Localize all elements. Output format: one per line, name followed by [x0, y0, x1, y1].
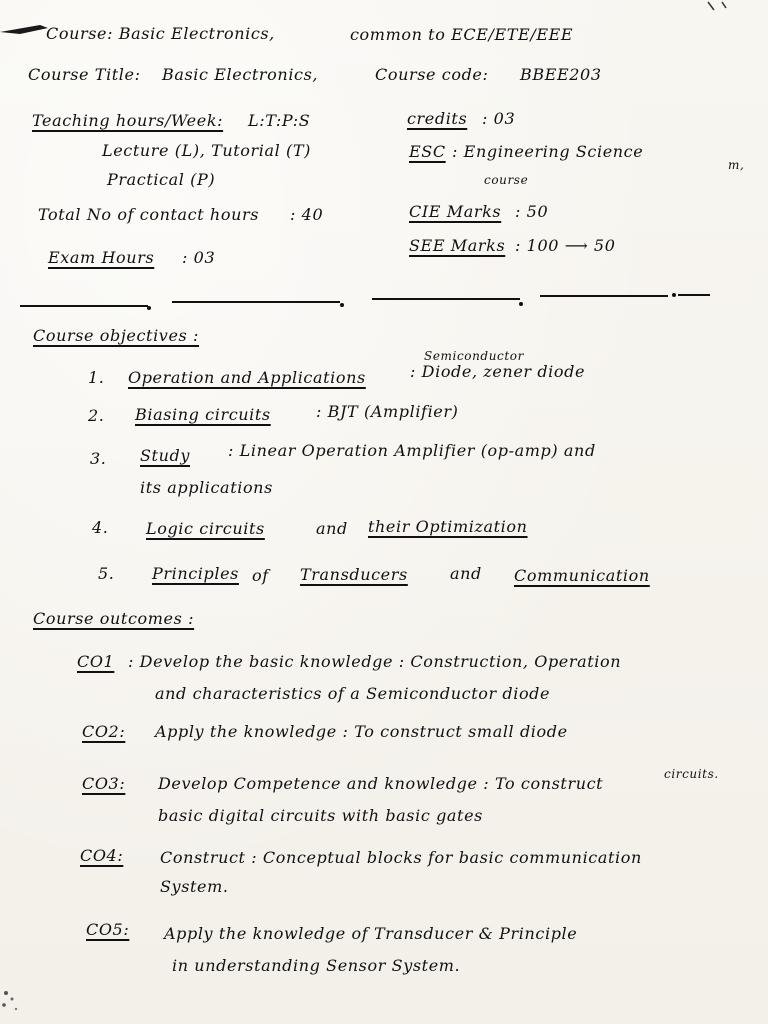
outcome-text: Construct : Conceptual blocks for basic communication: [160, 848, 642, 867]
ltps-value: L:T:P:S: [248, 111, 311, 130]
credits-value: : 03: [482, 109, 516, 128]
divider-dot: [340, 303, 344, 307]
divider-segment: [678, 294, 710, 296]
outcome-text: Develop Competence and knowledge : To construct: [158, 774, 604, 793]
side-mark: m,: [728, 158, 745, 172]
divider-segment: [20, 305, 148, 307]
objectives-heading: Course objectives :: [33, 326, 200, 345]
esc-course-note: course: [484, 173, 529, 187]
cie-marks-value: : 50: [515, 202, 549, 221]
outcome-text-continued: circuits.: [664, 767, 719, 781]
exam-hours-label: Exam Hours: [48, 248, 155, 267]
cie-marks-label: CIE Marks: [409, 202, 502, 221]
outcome-text-continued: System.: [160, 877, 229, 896]
total-contact-label: Total No of contact hours: [38, 205, 260, 224]
objective-topic: Communication: [514, 566, 650, 585]
corner-tick-mark: [706, 0, 728, 14]
divider-segment: [172, 301, 340, 303]
objective-detail: : Linear Operation Amplifier (op-amp) and: [228, 441, 596, 460]
outcome-text-continued: and characteristics of a Semiconductor diode: [155, 684, 551, 703]
outcome-text: Apply the knowledge : To construct small diode: [155, 722, 568, 741]
objective-topic: Biasing circuits: [135, 405, 271, 424]
teaching-hours-label: Teaching hours/Week:: [32, 111, 224, 130]
objective-topic: Logic circuits: [146, 519, 265, 538]
practical-note: Practical (P): [107, 170, 216, 189]
objective-detail-continued: its applications: [140, 478, 273, 497]
outcome-text-continued: basic digital circuits with basic gates: [158, 806, 483, 825]
objective-detail: : BJT (Amplifier): [316, 402, 459, 421]
see-marks-value: : 100 ⟶ 50: [515, 236, 616, 255]
objective-detail: : Diode, zener diode: [410, 362, 586, 381]
outcome-code: CO1: [77, 652, 115, 671]
objective-number: 1.: [88, 368, 105, 387]
divider-dot: [147, 306, 151, 310]
esc-value: : Engineering Science: [452, 142, 644, 161]
objective-topic: their Optimization: [368, 517, 528, 536]
outcomes-heading: Course outcomes :: [33, 609, 195, 628]
objective-number: 4.: [92, 518, 109, 537]
outcome-text: Apply the knowledge of Transducer & Principle: [164, 924, 578, 943]
pen-scribble-mark: [0, 22, 50, 36]
objective-number: 2.: [88, 406, 105, 425]
objective-number: 5.: [98, 564, 115, 583]
course-code-value: BBEE203: [520, 65, 602, 84]
ink-smudge: [0, 985, 24, 1015]
credits-label: credits: [407, 109, 468, 128]
outcome-code: CO4:: [80, 846, 124, 865]
outcome-code: CO2:: [82, 722, 126, 741]
outcome-code: CO3:: [82, 774, 126, 793]
objective-topic: Transducers: [300, 565, 408, 584]
objective-detail: and: [316, 519, 348, 538]
objective-topic: Study: [140, 446, 190, 465]
divider-dot: [672, 293, 676, 297]
objective-topic: Operation and Applications: [128, 368, 366, 387]
objective-detail: and: [450, 564, 482, 583]
outcome-text-continued: in understanding Sensor System.: [172, 956, 461, 975]
semiconductor-note: Semiconductor: [424, 349, 524, 363]
lecture-tutorial-note: Lecture (L), Tutorial (T): [102, 141, 311, 160]
outcome-code: CO5:: [86, 920, 130, 939]
esc-label: ESC: [409, 142, 446, 161]
divider-segment: [540, 295, 668, 297]
course-code-label: Course code:: [375, 65, 489, 84]
objective-number: 3.: [90, 449, 107, 468]
objective-topic: Principles: [152, 564, 239, 583]
see-marks-label: SEE Marks: [409, 236, 506, 255]
exam-hours-value: : 03: [182, 248, 216, 267]
divider-segment: [372, 298, 520, 300]
total-contact-value: : 40: [290, 205, 324, 224]
course-line: Course: Basic Electronics,: [46, 24, 275, 43]
course-title-label: Course Title:: [28, 65, 141, 84]
common-to-line: common to ECE/ETE/EEE: [350, 25, 574, 44]
divider-dot: [519, 302, 523, 306]
outcome-text: : Develop the basic knowledge : Construction, Operation: [128, 652, 622, 671]
course-title-value: Basic Electronics,: [162, 65, 319, 84]
objective-detail: of: [252, 566, 269, 585]
